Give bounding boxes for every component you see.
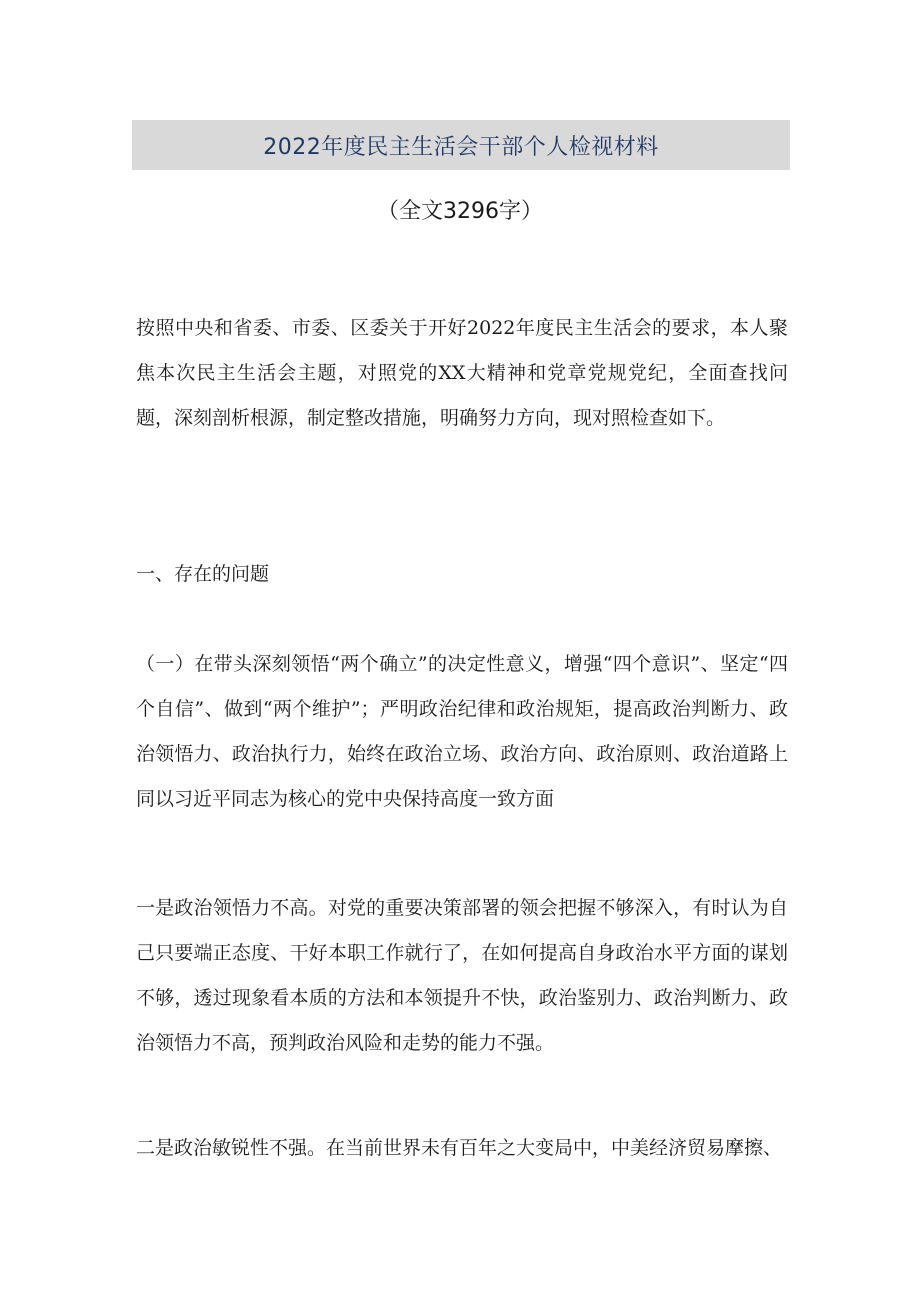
title-banner [132,120,790,170]
point-two-paragraph: 二是政治敏锐性不强。在当前世界未有百年之大变局中，中美经济贸易摩擦、 [136,1137,783,1159]
intro-paragraph: 按照中央和省委、市委、区委关于开好2022年度民主生活会的要求，本人聚焦本次民主生活会主题，对照党的XX大精神和党章党规党纪，全面查找问题，深刻剖析根源，制定整改措施，明确努力方向，现对照检查如下。 [136,317,788,429]
document-title: 2022年度民主生活会干部个人检视材料 [263,134,659,160]
word-count-subtitle: （全文3296字） [377,199,543,224]
item-one-heading: （一）在带头深刻领悟“两个确立”的决定性意义，增强“四个意识”、坚定“四个自信”、做到“两个维护”；严明政治纪律和政治规矩，提高政治判断力、政治领悟力、政治执行力，始终在政治立场、政治方向、政治原则、政治道路上同以习近平同志为核心的党中央保持高度一致方面 [136,653,788,810]
point-one-paragraph: 一是政治领悟力不高。对党的重要决策部署的领会把握不够深入，有时认为自己只要端正态度、干好本职工作就行了，在如何提高自身政治水平方面的谋划不够，透过现象看本质的方法和本领提升不快，政治鉴别力、政治判断力、政治领悟力不高，预判政治风险和走势的能力不强。 [136,897,788,1054]
section-heading: 一、存在的问题 [136,563,270,585]
